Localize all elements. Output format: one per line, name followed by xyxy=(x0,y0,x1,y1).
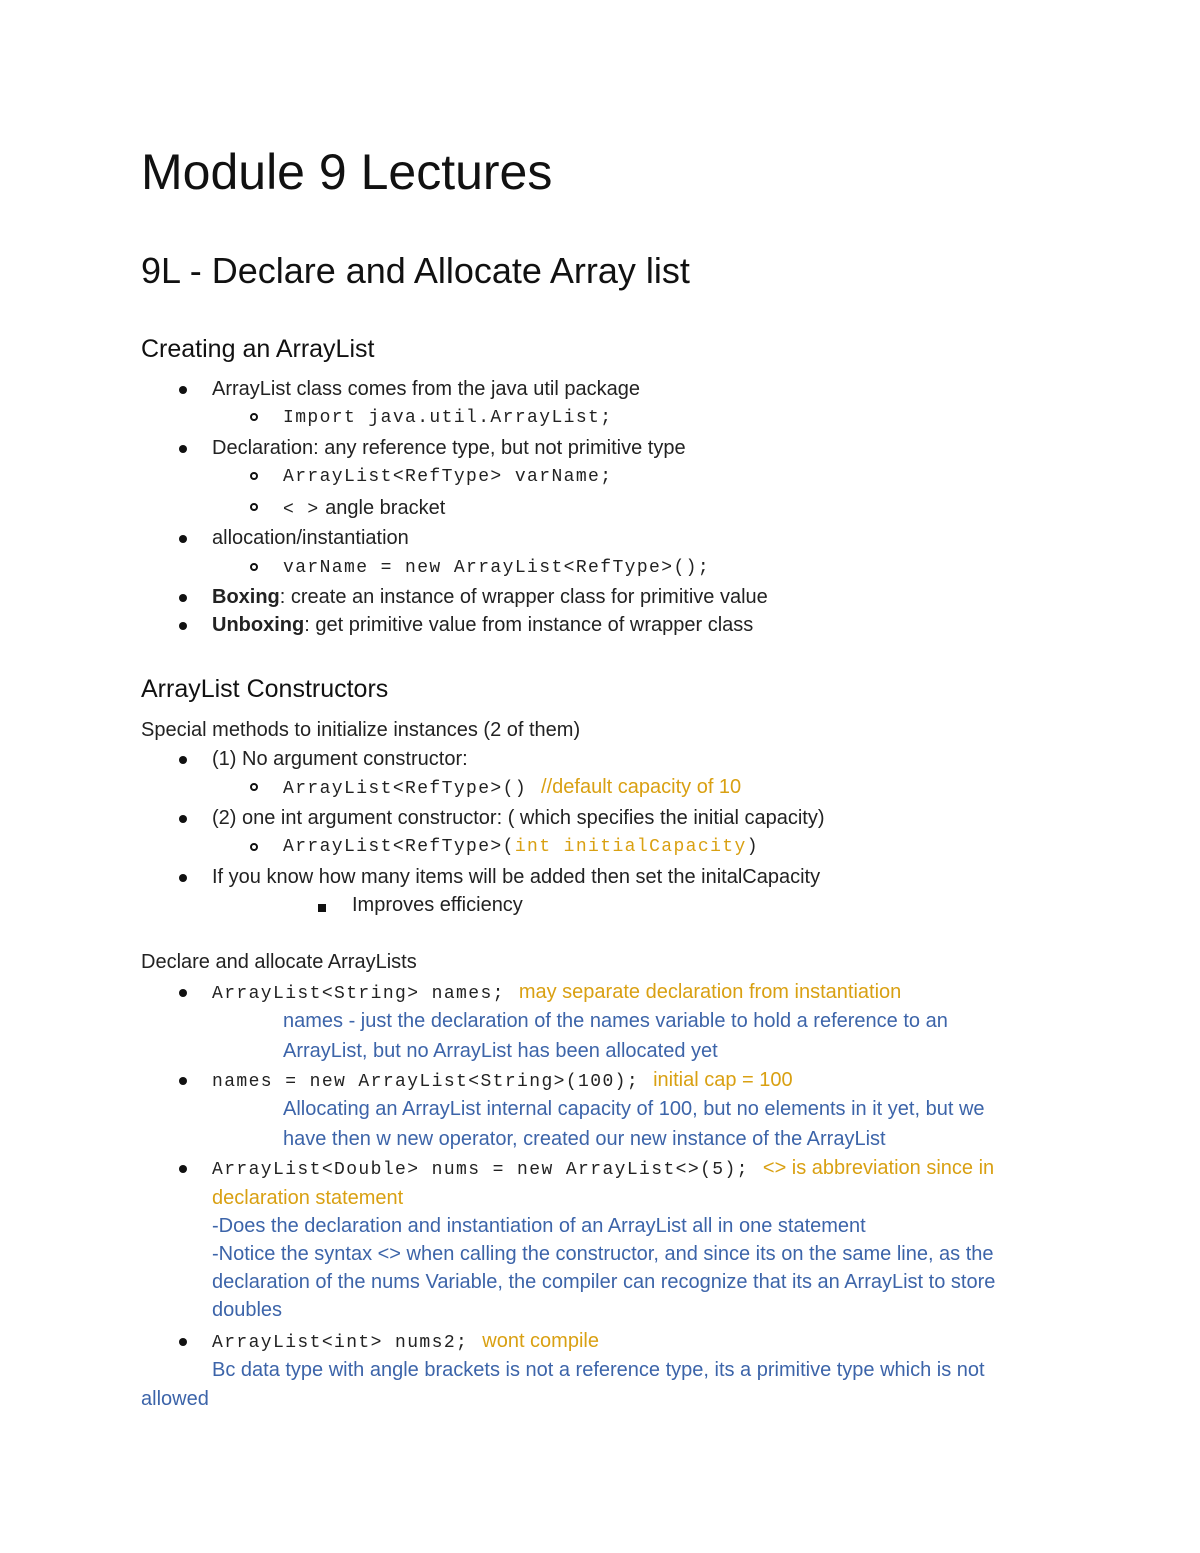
lecture-heading: 9L - Declare and Allocate Array list xyxy=(141,250,690,291)
bullet-icon xyxy=(179,386,187,394)
code-line xyxy=(212,1327,599,1357)
explanation: -Notice the syntax <> when calling the constructor, and since its on the same line, as the xyxy=(212,1243,994,1265)
code-comment: //default capacity of 10 xyxy=(541,776,742,798)
list-item xyxy=(212,583,768,611)
explanation: declaration of the nums Variable, the compiler can recognize that its an ArrayList to store xyxy=(212,1271,996,1293)
list-item: ArrayList class comes from the java util package xyxy=(212,378,640,400)
page-title: Module 9 Lectures xyxy=(141,144,553,200)
paragraph: Declare and allocate ArrayLists xyxy=(141,951,417,973)
code-snippet: < > xyxy=(283,500,320,520)
paragraph: Special methods to initialize instances (2 of them) xyxy=(141,719,581,741)
list-item xyxy=(212,611,753,639)
explanation: allowed xyxy=(141,1388,209,1410)
code-parameter: int initialCapacity xyxy=(514,837,747,857)
sub-bullet-icon xyxy=(250,413,258,421)
sub-bullet-icon xyxy=(250,843,258,851)
list-item xyxy=(283,494,445,524)
section-heading-creating: Creating an ArrayList xyxy=(141,335,375,363)
bullet-icon xyxy=(179,622,187,630)
bullet-icon xyxy=(179,445,187,453)
sub-bullet-icon xyxy=(250,472,258,480)
sub-item-text: angle bracket xyxy=(319,497,446,519)
square-bullet-icon xyxy=(318,904,326,912)
code-snippet: Import java.util.ArrayList; xyxy=(283,408,613,428)
code-line xyxy=(212,1066,793,1096)
explanation: doubles xyxy=(212,1299,283,1321)
sub-bullet-icon xyxy=(250,783,258,791)
bullet-icon xyxy=(179,594,187,602)
bullet-icon xyxy=(179,1077,187,1085)
bullet-icon xyxy=(179,874,187,882)
list-item: If you know how many items will be added then set the initalCapacity xyxy=(212,866,821,888)
bullet-icon xyxy=(179,815,187,823)
list-item: (2) one int argument constructor: ( which specifies the initial capacity) xyxy=(212,807,825,829)
code-snippet: ArrayList<RefType>() xyxy=(283,779,528,799)
code-line xyxy=(212,978,901,1008)
code-note: initial cap = 100 xyxy=(653,1069,793,1091)
explanation: Allocating an ArrayList internal capacity of 100, but no elements in it yet, but we xyxy=(283,1098,985,1120)
bullet-icon xyxy=(179,989,187,997)
code-snippet: ArrayList<int> nums2; xyxy=(212,1333,469,1353)
list-item: (1) No argument constructor: xyxy=(212,748,468,770)
term-boxing: Boxing xyxy=(212,586,280,608)
list-item: Declaration: any reference type, but not primitive type xyxy=(212,437,686,459)
code-note: may separate declaration from instantiation xyxy=(518,981,902,1003)
code-snippet: ArrayList<String> names; xyxy=(212,984,505,1004)
code-snippet: ArrayList<RefType>( xyxy=(283,837,515,857)
section-heading-constructors: ArrayList Constructors xyxy=(141,675,389,703)
code-note: <> is abbreviation since in xyxy=(762,1157,995,1179)
explanation: names - just the declaration of the names variable to hold a reference to an xyxy=(283,1010,948,1032)
code-line xyxy=(283,833,759,861)
code-note: wont compile xyxy=(482,1330,599,1352)
code-note: declaration statement xyxy=(212,1187,404,1209)
bullet-icon xyxy=(179,1338,187,1346)
list-item: allocation/instantiation xyxy=(212,527,409,549)
sub-bullet-icon xyxy=(250,503,258,511)
code-line xyxy=(283,773,741,803)
code-snippet: ArrayList<Double> nums = new ArrayList<>(5); xyxy=(212,1160,749,1180)
code-snippet: varName = new ArrayList<RefType>(); xyxy=(283,558,711,578)
list-item: Improves efficiency xyxy=(352,894,523,916)
code-snippet: names = new ArrayList<String>(100); xyxy=(212,1072,640,1092)
code-snippet: ) xyxy=(746,837,759,857)
explanation: Bc data type with angle brackets is not a reference type, its a primitive type which is not xyxy=(212,1359,985,1381)
sub-bullet-icon xyxy=(250,563,258,571)
code-snippet: ArrayList<RefType> varName; xyxy=(283,467,613,487)
bullet-icon xyxy=(179,1165,187,1173)
bullet-icon xyxy=(179,756,187,764)
code-line xyxy=(212,1154,994,1184)
definition: : get primitive value from instance of wrapper class xyxy=(304,614,754,636)
explanation: -Does the declaration and instantiation of an ArrayList all in one statement xyxy=(212,1215,866,1237)
definition: : create an instance of wrapper class for primitive value xyxy=(279,586,768,608)
bullet-icon xyxy=(179,535,187,543)
explanation: ArrayList, but no ArrayList has been allocated yet xyxy=(283,1040,718,1062)
explanation: have then w new operator, created our new instance of the ArrayList xyxy=(283,1128,886,1150)
term-unboxing: Unboxing xyxy=(212,614,305,636)
